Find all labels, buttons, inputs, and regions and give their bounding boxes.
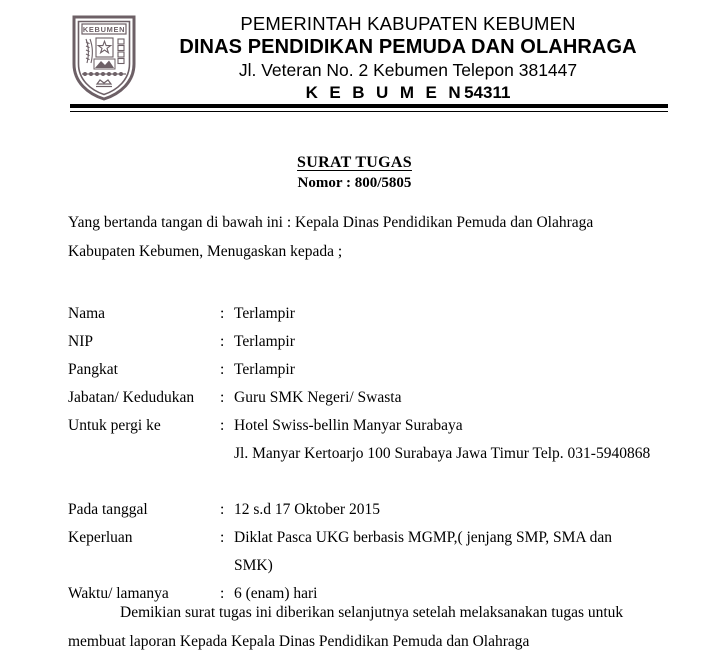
field-value: 6 (enam) hari	[234, 585, 318, 602]
document-title-block	[0, 153, 709, 193]
postal-code: 54311	[464, 83, 511, 102]
field-value: Hotel Swiss-bellin Manyar Surabaya	[234, 417, 463, 434]
city-postal-line	[138, 82, 678, 104]
field-value: SMK)	[234, 557, 273, 574]
field-label: NIP	[68, 333, 93, 350]
field-separator: :	[220, 333, 225, 350]
field-separator: :	[220, 361, 225, 378]
field-row	[68, 328, 688, 356]
closing-line-1: Demikian surat tugas ini diberikan selanjutnya setelah melaksanakan tugas untuk	[120, 604, 624, 621]
field-row	[68, 412, 688, 440]
field-separator: :	[220, 417, 225, 434]
shield-icon	[70, 14, 138, 102]
document-title: SURAT TUGAS	[297, 154, 412, 171]
field-label: Waktu/ lamanya	[68, 585, 169, 602]
field-value: Diklat Pasca UKG berbasis MGMP,( jenjang SMP, SMA dan	[234, 529, 613, 546]
letterhead	[0, 0, 709, 100]
field-row	[68, 496, 688, 524]
address-line: Jl. Veteran No. 2 Kebumen Telepon 381447	[238, 60, 578, 80]
field-separator: :	[220, 585, 225, 602]
field-label: Nama	[68, 305, 106, 322]
assignment-details-list	[68, 300, 688, 608]
svg-text:KEBUMEN: KEBUMEN	[82, 25, 126, 35]
field-label: Pada tanggal	[68, 501, 148, 518]
intro-line-2: Kabupaten Kebumen, Menugaskan kepada ;	[68, 243, 343, 260]
intro-line-1: Yang bertanda tangan di bawah ini : Kepala Dinas Pendidikan Pemuda dan Olahraga	[68, 214, 594, 231]
field-separator: :	[220, 501, 225, 518]
coat-of-arms-logo	[70, 14, 138, 102]
field-value: Terlampir	[234, 333, 295, 350]
row-spacer	[68, 468, 688, 496]
field-label: Pangkat	[68, 361, 118, 378]
field-value: Guru SMK Negeri/ Swasta	[234, 389, 402, 406]
field-value: 12 s.d 17 Oktober 2015	[234, 501, 380, 518]
government-name: PEMERINTAH KABUPATEN KEBUMEN	[240, 13, 576, 34]
field-value: Terlampir	[234, 361, 295, 378]
header-divider-thin	[70, 111, 668, 112]
document-number: Nomor : 800/5805	[297, 175, 412, 191]
field-row	[68, 524, 688, 552]
field-value: Terlampir	[234, 305, 295, 322]
field-value: Jl. Manyar Kertoarjo 100 Surabaya Jawa Timur Telp. 031-5940868	[234, 445, 651, 462]
field-row	[68, 356, 688, 384]
field-row	[68, 440, 688, 468]
field-separator: :	[220, 529, 225, 546]
field-row	[68, 552, 688, 580]
field-separator: :	[220, 305, 225, 322]
field-label: Keperluan	[68, 529, 133, 546]
field-row	[68, 384, 688, 412]
department-name: DINAS PENDIDIKAN PEMUDA DAN OLAHRAGA	[179, 36, 637, 58]
field-separator: :	[220, 389, 225, 406]
city-name: K E B U M E N	[305, 83, 465, 102]
field-label: Jabatan/ Kedudukan	[68, 389, 195, 406]
letterhead-text	[138, 12, 678, 104]
closing-paragraph	[68, 598, 688, 656]
field-label: Untuk pergi ke	[68, 417, 161, 434]
field-row	[68, 300, 688, 328]
closing-line-2: membuat laporan Kepada Kepala Dinas Pendidikan Pemuda dan Olahraga	[68, 633, 530, 650]
header-divider-thick	[70, 104, 668, 108]
intro-paragraph	[68, 208, 678, 266]
